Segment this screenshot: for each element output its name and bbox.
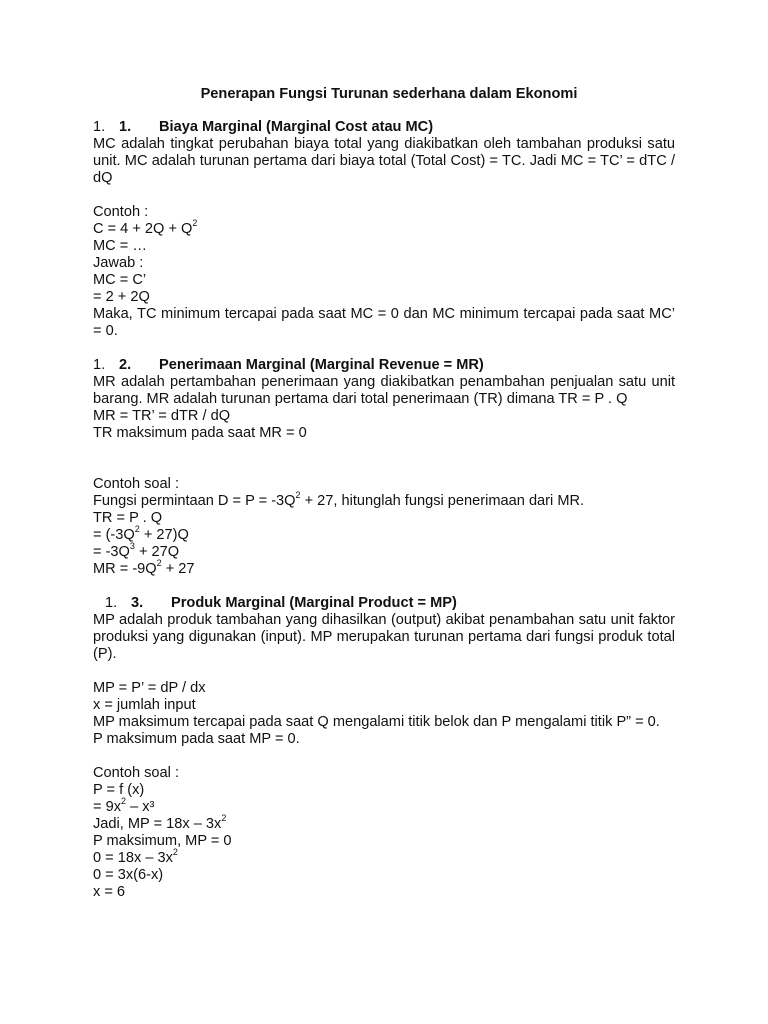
equation: TR maksimum pada saat MR = 0 — [93, 425, 307, 441]
conclusion-text: Maka, TC minimum tercapai pada saat MC = 0 dan MC minimum tercapai pada saat MC’ = 0. — [93, 306, 675, 339]
equation: x = 6 — [93, 884, 126, 900]
equation: $C = 4 + 2Q + Q^2$ — [93, 218, 198, 237]
equation: MC = … — [93, 238, 147, 254]
document-title: Penerapan Fungsi Turunan sederhana dalam Ekonomi — [200, 86, 578, 102]
equation: = $-3Q^3 + 27Q$ — [93, 541, 180, 560]
list-number: 1. — [93, 119, 106, 135]
section-title: Biaya Marginal (Marginal Cost atau MC) — [159, 119, 434, 135]
equation: P maksimum, MP = 0 — [93, 833, 232, 849]
section-heading-marginal-revenue — [93, 357, 675, 374]
paragraph-marginal-cost: MC adalah tingkat perubahan biaya total yang diakibatkan oleh tambahan produksi satu unit. MC adalah turunan pertama dari biaya total (Total Cost) = TC. Jadi MC = TC’ = dTC / dQ — [93, 136, 675, 186]
section-heading-marginal-product — [93, 595, 675, 612]
section-title: Penerimaan Marginal (Marginal Revenue = MR) — [159, 357, 484, 373]
answer-label: Jawab : — [93, 255, 144, 271]
section-number: 1. — [119, 119, 132, 135]
section-number: 2. — [119, 357, 132, 373]
paragraph-marginal-revenue: MR adalah pertambahan penerimaan yang diakibatkan penambahan penjualan satu unit barang. MR adalah turunan pertama dari total penerimaan (TR) dimana TR = P . Q — [93, 374, 675, 407]
section-title: Produk Marginal (Marginal Product = MP) — [171, 595, 457, 611]
section-heading-marginal-cost — [93, 119, 675, 136]
equation: P = f (x) — [93, 782, 145, 798]
example-label: Contoh soal : — [93, 476, 179, 492]
paragraph-marginal-product: MP adalah produk tambahan yang dihasilkan (output) akibat penambahan satu unit faktor produksi yang digunakan (input). MP merupakan turunan pertama dari fungsi produk total (P). — [93, 612, 675, 662]
equation: MR = $-9Q^2 + 27$ — [93, 558, 195, 577]
equation: = $(-3Q^2 + 27)Q$ — [93, 524, 189, 543]
equation: 0 = 3x(6-x) — [93, 867, 164, 883]
equation: MP = P’ = dP / dx — [93, 680, 206, 696]
document-body — [93, 86, 675, 901]
equation: P maksimum pada saat MP = 0. — [93, 731, 300, 747]
equation: $0 = 18x - 3x^2$ — [93, 847, 178, 866]
equation: = 2 + 2Q — [93, 289, 150, 305]
equation: MC = C’ — [93, 272, 147, 288]
list-number: 1. — [93, 357, 106, 373]
equation: MP maksimum tercapai pada saat Q mengalami titik belok dan P mengalami titik P” = 0. — [93, 714, 660, 730]
example-question: Fungsi permintaan $D = P = -3Q^2 + 27$, hitunglah fungsi penerimaan dari MR. — [93, 490, 585, 509]
example-label: Contoh soal : — [93, 765, 179, 781]
equation: x = jumlah input — [93, 697, 196, 713]
equation: TR = P . Q — [93, 510, 163, 526]
equation: = $9x^2 - x^3$ — [93, 796, 155, 815]
list-number: 1. — [105, 595, 118, 611]
section-number: 3. — [131, 595, 144, 611]
equation: MR = TR’ = dTR / dQ — [93, 408, 231, 424]
example-label: Contoh : — [93, 204, 149, 220]
equation: Jadi, MP = $18x - 3x^2$ — [93, 813, 227, 832]
